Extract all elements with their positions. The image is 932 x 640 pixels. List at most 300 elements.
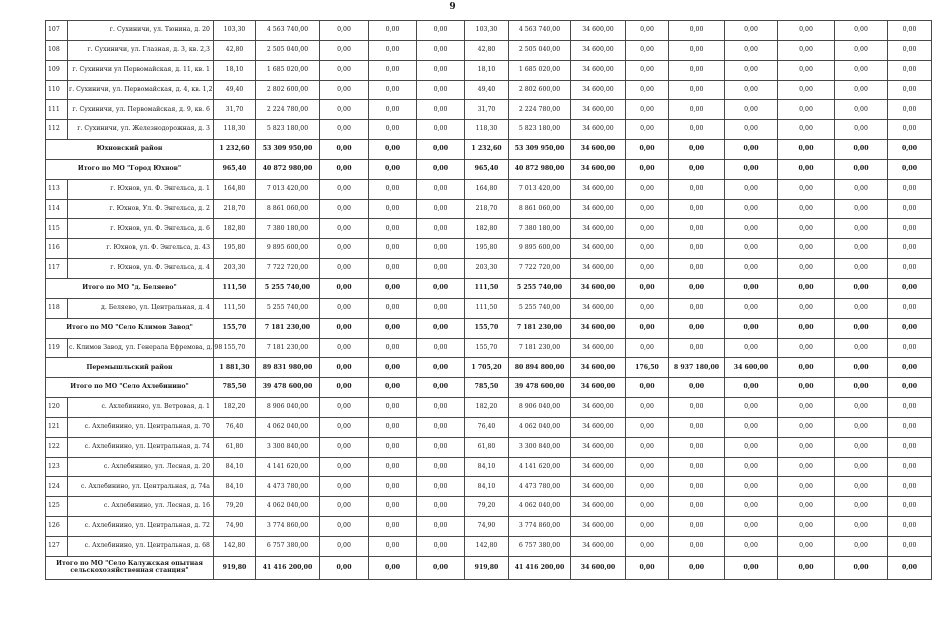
value-cell: 0,00 (369, 159, 417, 179)
value-cell: 0,00 (320, 437, 369, 457)
value-cell: 155,70 (214, 318, 256, 338)
value-cell: 0,00 (626, 21, 669, 41)
value-cell: 34 600,00 (571, 298, 626, 318)
value-cell: 0,00 (888, 259, 932, 279)
value-cell: 218,70 (465, 199, 509, 219)
value-cell: 0,00 (888, 398, 932, 418)
value-cell: 0,00 (417, 259, 465, 279)
value-cell: 0,00 (320, 60, 369, 80)
value-cell: 7 013 420,00 (509, 179, 571, 199)
value-cell: 5 823 180,00 (509, 120, 571, 140)
value-cell: 0,00 (669, 437, 725, 457)
value-cell: 0,00 (778, 80, 835, 100)
value-cell: 0,00 (725, 40, 778, 60)
value-cell: 0,00 (835, 239, 888, 259)
value-cell: 0,00 (888, 179, 932, 199)
value-cell: 0,00 (778, 298, 835, 318)
address-cell: г. Юхнов, Ул. Ф. Энгельса, д. 2 (68, 199, 214, 219)
value-cell: 49,40 (465, 80, 509, 100)
table-row (46, 80, 932, 100)
value-cell: 0,00 (669, 40, 725, 60)
value-cell: 0,00 (835, 318, 888, 338)
value-cell: 34 600,00 (571, 239, 626, 259)
value-cell: 8 861 060,00 (509, 199, 571, 219)
value-cell: 4 062 040,00 (256, 497, 320, 517)
value-cell: 0,00 (888, 199, 932, 219)
value-cell: 7 181 230,00 (256, 338, 320, 358)
value-cell: 42,80 (465, 40, 509, 60)
value-cell: 0,00 (369, 21, 417, 41)
value-cell: 0,00 (725, 398, 778, 418)
value-cell: 4 563 740,00 (256, 21, 320, 41)
table-row (46, 417, 932, 437)
value-cell: 0,00 (626, 536, 669, 556)
value-cell: 0,00 (626, 497, 669, 517)
value-cell: 0,00 (669, 179, 725, 199)
value-cell: 164,80 (214, 179, 256, 199)
value-cell: 182,80 (465, 219, 509, 239)
table-row (46, 40, 932, 60)
row-number: 125 (46, 497, 68, 517)
housing-program-table (45, 20, 932, 580)
value-cell: 0,00 (888, 239, 932, 259)
value-cell: 0,00 (320, 378, 369, 398)
value-cell: 0,00 (369, 477, 417, 497)
value-cell: 0,00 (369, 298, 417, 318)
value-cell: 0,00 (369, 100, 417, 120)
summary-row (46, 159, 932, 179)
value-cell: 0,00 (835, 378, 888, 398)
value-cell: 0,00 (669, 497, 725, 517)
value-cell: 0,00 (626, 140, 669, 160)
value-cell: 0,00 (417, 497, 465, 517)
value-cell: 0,00 (369, 378, 417, 398)
value-cell: 0,00 (778, 457, 835, 477)
value-cell: 0,00 (835, 437, 888, 457)
value-cell: 0,00 (369, 60, 417, 80)
value-cell: 9 895 600,00 (256, 239, 320, 259)
value-cell: 7 722 720,00 (256, 259, 320, 279)
value-cell: 1 232,60 (465, 140, 509, 160)
value-cell: 7 181 230,00 (509, 338, 571, 358)
address-cell: с. Ахлебинино, ул. Центральная, д. 68 (68, 536, 214, 556)
value-cell: 84,10 (214, 477, 256, 497)
value-cell: 53 309 950,00 (509, 140, 571, 160)
value-cell: 34 600,00 (571, 21, 626, 41)
value-cell: 2 224 780,00 (256, 100, 320, 120)
value-cell: 34 600,00 (725, 358, 778, 378)
value-cell: 18,10 (465, 60, 509, 80)
value-cell: 0,00 (369, 517, 417, 537)
value-cell: 0,00 (669, 239, 725, 259)
value-cell: 0,00 (835, 417, 888, 437)
value-cell: 0,00 (320, 497, 369, 517)
value-cell: 0,00 (320, 536, 369, 556)
value-cell: 0,00 (778, 378, 835, 398)
value-cell: 34 600,00 (571, 517, 626, 537)
value-cell: 0,00 (669, 398, 725, 418)
value-cell: 0,00 (725, 199, 778, 219)
address-cell: г. Юхнов, ул. Ф. Энгельса, д. 1 (68, 179, 214, 199)
value-cell: 0,00 (888, 60, 932, 80)
value-cell: 0,00 (835, 497, 888, 517)
value-cell: 0,00 (778, 517, 835, 537)
address-cell: г. Сухиничи, ул. Глазная, д. 3, кв. 2,3 (68, 40, 214, 60)
address-cell: с. Ахлебинино, ул. Центральная, д. 72 (68, 517, 214, 537)
value-cell: 0,00 (778, 21, 835, 41)
value-cell: 0,00 (626, 179, 669, 199)
value-cell: 8 906 040,00 (509, 398, 571, 418)
value-cell: 919,80 (465, 556, 509, 579)
value-cell: 0,00 (778, 179, 835, 199)
value-cell: 965,40 (465, 159, 509, 179)
value-cell: 18,10 (214, 60, 256, 80)
value-cell: 0,00 (417, 40, 465, 60)
table-row (46, 536, 932, 556)
value-cell: 155,70 (465, 338, 509, 358)
value-cell: 34 600,00 (571, 398, 626, 418)
table-row (46, 179, 932, 199)
value-cell: 76,40 (214, 417, 256, 437)
value-cell: 142,80 (214, 536, 256, 556)
value-cell: 0,00 (888, 40, 932, 60)
value-cell: 0,00 (725, 21, 778, 41)
value-cell: 0,00 (320, 298, 369, 318)
value-cell: 2 802 600,00 (256, 80, 320, 100)
value-cell: 0,00 (835, 80, 888, 100)
row-number: 111 (46, 100, 68, 120)
table-row (46, 120, 932, 140)
value-cell: 0,00 (835, 517, 888, 537)
value-cell: 182,20 (465, 398, 509, 418)
value-cell: 0,00 (725, 120, 778, 140)
value-cell: 0,00 (320, 318, 369, 338)
value-cell: 61,80 (465, 437, 509, 457)
value-cell: 0,00 (669, 556, 725, 579)
table-row (46, 437, 932, 457)
value-cell: 0,00 (725, 437, 778, 457)
value-cell: 0,00 (320, 21, 369, 41)
summary-row (46, 556, 932, 579)
value-cell: 0,00 (417, 219, 465, 239)
row-number: 117 (46, 259, 68, 279)
value-cell: 103,30 (214, 21, 256, 41)
row-number: 126 (46, 517, 68, 537)
value-cell: 1 881,30 (214, 358, 256, 378)
value-cell: 0,00 (369, 219, 417, 239)
value-cell: 0,00 (835, 278, 888, 298)
value-cell: 79,20 (465, 497, 509, 517)
value-cell: 0,00 (369, 338, 417, 358)
value-cell: 5 823 180,00 (256, 120, 320, 140)
value-cell: 0,00 (835, 40, 888, 60)
value-cell: 118,30 (214, 120, 256, 140)
value-cell: 0,00 (626, 338, 669, 358)
value-cell: 0,00 (778, 120, 835, 140)
value-cell: 40 872 980,00 (256, 159, 320, 179)
value-cell: 0,00 (835, 21, 888, 41)
table-row (46, 100, 932, 120)
value-cell: 0,00 (835, 140, 888, 160)
value-cell: 0,00 (369, 179, 417, 199)
address-cell: с. Ахлебинино, ул. Лесная, д. 20 (68, 457, 214, 477)
value-cell: 0,00 (669, 140, 725, 160)
row-number: 119 (46, 338, 68, 358)
summary-label: Итого по МО "Село Климов Завод" (46, 318, 214, 338)
value-cell: 79,20 (214, 497, 256, 517)
value-cell: 0,00 (320, 80, 369, 100)
value-cell: 0,00 (725, 239, 778, 259)
row-number: 116 (46, 239, 68, 259)
value-cell: 0,00 (626, 477, 669, 497)
value-cell: 76,40 (465, 417, 509, 437)
value-cell: 0,00 (369, 457, 417, 477)
value-cell: 0,00 (725, 338, 778, 358)
value-cell: 785,50 (214, 378, 256, 398)
value-cell: 203,30 (465, 259, 509, 279)
value-cell: 0,00 (669, 536, 725, 556)
value-cell: 0,00 (725, 556, 778, 579)
value-cell: 0,00 (669, 338, 725, 358)
value-cell: 0,00 (778, 140, 835, 160)
value-cell: 0,00 (320, 398, 369, 418)
value-cell: 0,00 (626, 417, 669, 437)
value-cell: 41 416 200,00 (509, 556, 571, 579)
value-cell: 0,00 (369, 536, 417, 556)
value-cell: 5 255 740,00 (509, 278, 571, 298)
value-cell: 5 255 740,00 (256, 298, 320, 318)
table-row (46, 239, 932, 259)
value-cell: 80 894 800,00 (509, 358, 571, 378)
value-cell: 0,00 (888, 517, 932, 537)
value-cell: 2 224 780,00 (509, 100, 571, 120)
value-cell: 0,00 (835, 60, 888, 80)
row-number: 108 (46, 40, 68, 60)
value-cell: 0,00 (369, 497, 417, 517)
table-row (46, 21, 932, 41)
value-cell: 0,00 (626, 259, 669, 279)
table-row (46, 517, 932, 537)
value-cell: 142,80 (465, 536, 509, 556)
value-cell: 89 831 980,00 (256, 358, 320, 378)
value-cell: 1 232,60 (214, 140, 256, 160)
value-cell: 0,00 (369, 437, 417, 457)
summary-row (46, 278, 932, 298)
value-cell: 0,00 (417, 338, 465, 358)
summary-label: Итого по МО "Город Юхнов" (46, 159, 214, 179)
value-cell: 0,00 (778, 338, 835, 358)
value-cell: 0,00 (320, 556, 369, 579)
value-cell: 0,00 (725, 159, 778, 179)
value-cell: 0,00 (417, 437, 465, 457)
row-number: 123 (46, 457, 68, 477)
value-cell: 0,00 (835, 120, 888, 140)
value-cell: 0,00 (778, 358, 835, 378)
value-cell: 34 600,00 (571, 199, 626, 219)
value-cell: 0,00 (835, 398, 888, 418)
value-cell: 0,00 (417, 358, 465, 378)
table-row (46, 259, 932, 279)
value-cell: 0,00 (778, 60, 835, 80)
value-cell: 0,00 (778, 417, 835, 437)
value-cell: 74,90 (465, 517, 509, 537)
value-cell: 0,00 (835, 298, 888, 318)
value-cell: 0,00 (369, 318, 417, 338)
value-cell: 34 600,00 (571, 140, 626, 160)
value-cell: 0,00 (669, 278, 725, 298)
value-cell: 0,00 (725, 60, 778, 80)
summary-row (46, 318, 932, 338)
value-cell: 0,00 (417, 159, 465, 179)
value-cell: 3 300 840,00 (256, 437, 320, 457)
value-cell: 0,00 (725, 378, 778, 398)
value-cell: 34 600,00 (571, 437, 626, 457)
value-cell: 34 600,00 (571, 497, 626, 517)
row-number: 120 (46, 398, 68, 418)
value-cell: 0,00 (669, 417, 725, 437)
value-cell: 7 380 180,00 (509, 219, 571, 239)
value-cell: 0,00 (369, 80, 417, 100)
value-cell: 9 895 600,00 (509, 239, 571, 259)
row-number: 118 (46, 298, 68, 318)
value-cell: 195,80 (465, 239, 509, 259)
value-cell: 0,00 (417, 239, 465, 259)
value-cell: 164,80 (465, 179, 509, 199)
value-cell: 0,00 (725, 179, 778, 199)
value-cell: 0,00 (669, 80, 725, 100)
value-cell: 49,40 (214, 80, 256, 100)
value-cell: 0,00 (320, 40, 369, 60)
value-cell: 0,00 (626, 239, 669, 259)
row-number: 121 (46, 417, 68, 437)
table-row (46, 199, 932, 219)
value-cell: 1 685 020,00 (509, 60, 571, 80)
value-cell: 0,00 (888, 278, 932, 298)
value-cell: 0,00 (626, 120, 669, 140)
value-cell: 111,50 (465, 278, 509, 298)
value-cell: 5 255 740,00 (509, 298, 571, 318)
value-cell: 0,00 (320, 120, 369, 140)
row-number: 107 (46, 21, 68, 41)
value-cell: 0,00 (369, 199, 417, 219)
value-cell: 3 300 840,00 (509, 437, 571, 457)
value-cell: 3 774 860,00 (256, 517, 320, 537)
value-cell: 0,00 (778, 40, 835, 60)
value-cell: 218,70 (214, 199, 256, 219)
address-cell: г. Сухиничи, ул. Первомайская, д. 4, кв. 1,2 (68, 80, 214, 100)
value-cell: 34 600,00 (571, 100, 626, 120)
value-cell: 0,00 (725, 477, 778, 497)
table-row (46, 497, 932, 517)
table-row (46, 457, 932, 477)
value-cell: 0,00 (778, 477, 835, 497)
value-cell: 0,00 (320, 199, 369, 219)
value-cell: 0,00 (835, 259, 888, 279)
value-cell: 0,00 (888, 556, 932, 579)
value-cell: 0,00 (320, 278, 369, 298)
value-cell: 0,00 (888, 120, 932, 140)
value-cell: 111,50 (465, 298, 509, 318)
value-cell: 0,00 (369, 278, 417, 298)
value-cell: 0,00 (669, 477, 725, 497)
summary-label: Итого по МО "Село Калужская опытная сельскохозяйственная станция" (46, 556, 214, 579)
address-cell: г. Юхнов, ул. Ф. Энгельса, д. 43 (68, 239, 214, 259)
value-cell: 34 600,00 (571, 378, 626, 398)
row-number: 124 (46, 477, 68, 497)
value-cell: 0,00 (320, 417, 369, 437)
value-cell: 0,00 (778, 219, 835, 239)
value-cell: 0,00 (725, 219, 778, 239)
value-cell: 0,00 (725, 140, 778, 160)
value-cell: 34 600,00 (571, 417, 626, 437)
value-cell: 34 600,00 (571, 338, 626, 358)
value-cell: 0,00 (778, 199, 835, 219)
value-cell: 0,00 (888, 358, 932, 378)
value-cell: 4 141 620,00 (256, 457, 320, 477)
value-cell: 965,40 (214, 159, 256, 179)
value-cell: 7 013 420,00 (256, 179, 320, 199)
value-cell: 0,00 (320, 477, 369, 497)
value-cell: 0,00 (835, 536, 888, 556)
value-cell: 0,00 (669, 199, 725, 219)
value-cell: 0,00 (778, 259, 835, 279)
summary-label: Итого по МО "Село Ахлебинино" (46, 378, 214, 398)
value-cell: 0,00 (725, 457, 778, 477)
value-cell: 0,00 (669, 259, 725, 279)
value-cell: 0,00 (369, 239, 417, 259)
value-cell: 39 478 600,00 (509, 378, 571, 398)
value-cell: 0,00 (778, 278, 835, 298)
table-row (46, 398, 932, 418)
value-cell: 0,00 (417, 21, 465, 41)
value-cell: 0,00 (888, 318, 932, 338)
value-cell: 34 600,00 (571, 318, 626, 338)
value-cell: 6 757 380,00 (256, 536, 320, 556)
value-cell: 0,00 (626, 80, 669, 100)
value-cell: 0,00 (835, 457, 888, 477)
row-number: 115 (46, 219, 68, 239)
row-number: 110 (46, 80, 68, 100)
value-cell: 0,00 (417, 556, 465, 579)
value-cell: 41 416 200,00 (256, 556, 320, 579)
address-cell: с. Климов Завод, ул. Генерала Ефремова, д. 98 (68, 338, 214, 358)
value-cell: 0,00 (417, 199, 465, 219)
address-cell: г. Сухиничи, ул. Тюнина, д. 20 (68, 21, 214, 41)
value-cell: 0,00 (626, 298, 669, 318)
value-cell: 0,00 (725, 497, 778, 517)
value-cell: 39 478 600,00 (256, 378, 320, 398)
value-cell: 0,00 (888, 80, 932, 100)
address-cell: д. Беляево, ул. Центральная, д. 4 (68, 298, 214, 318)
value-cell: 0,00 (417, 398, 465, 418)
value-cell: 0,00 (835, 179, 888, 199)
value-cell: 5 255 740,00 (256, 278, 320, 298)
value-cell: 0,00 (626, 437, 669, 457)
value-cell: 0,00 (626, 219, 669, 239)
page-number: 9 (449, 2, 456, 12)
value-cell: 0,00 (725, 298, 778, 318)
value-cell: 0,00 (669, 219, 725, 239)
value-cell: 0,00 (725, 278, 778, 298)
value-cell: 0,00 (626, 159, 669, 179)
value-cell: 0,00 (320, 457, 369, 477)
value-cell: 0,00 (669, 457, 725, 477)
value-cell: 0,00 (669, 100, 725, 120)
value-cell: 7 181 230,00 (509, 318, 571, 338)
value-cell: 2 802 600,00 (509, 80, 571, 100)
value-cell: 34 600,00 (571, 556, 626, 579)
value-cell: 0,00 (320, 338, 369, 358)
